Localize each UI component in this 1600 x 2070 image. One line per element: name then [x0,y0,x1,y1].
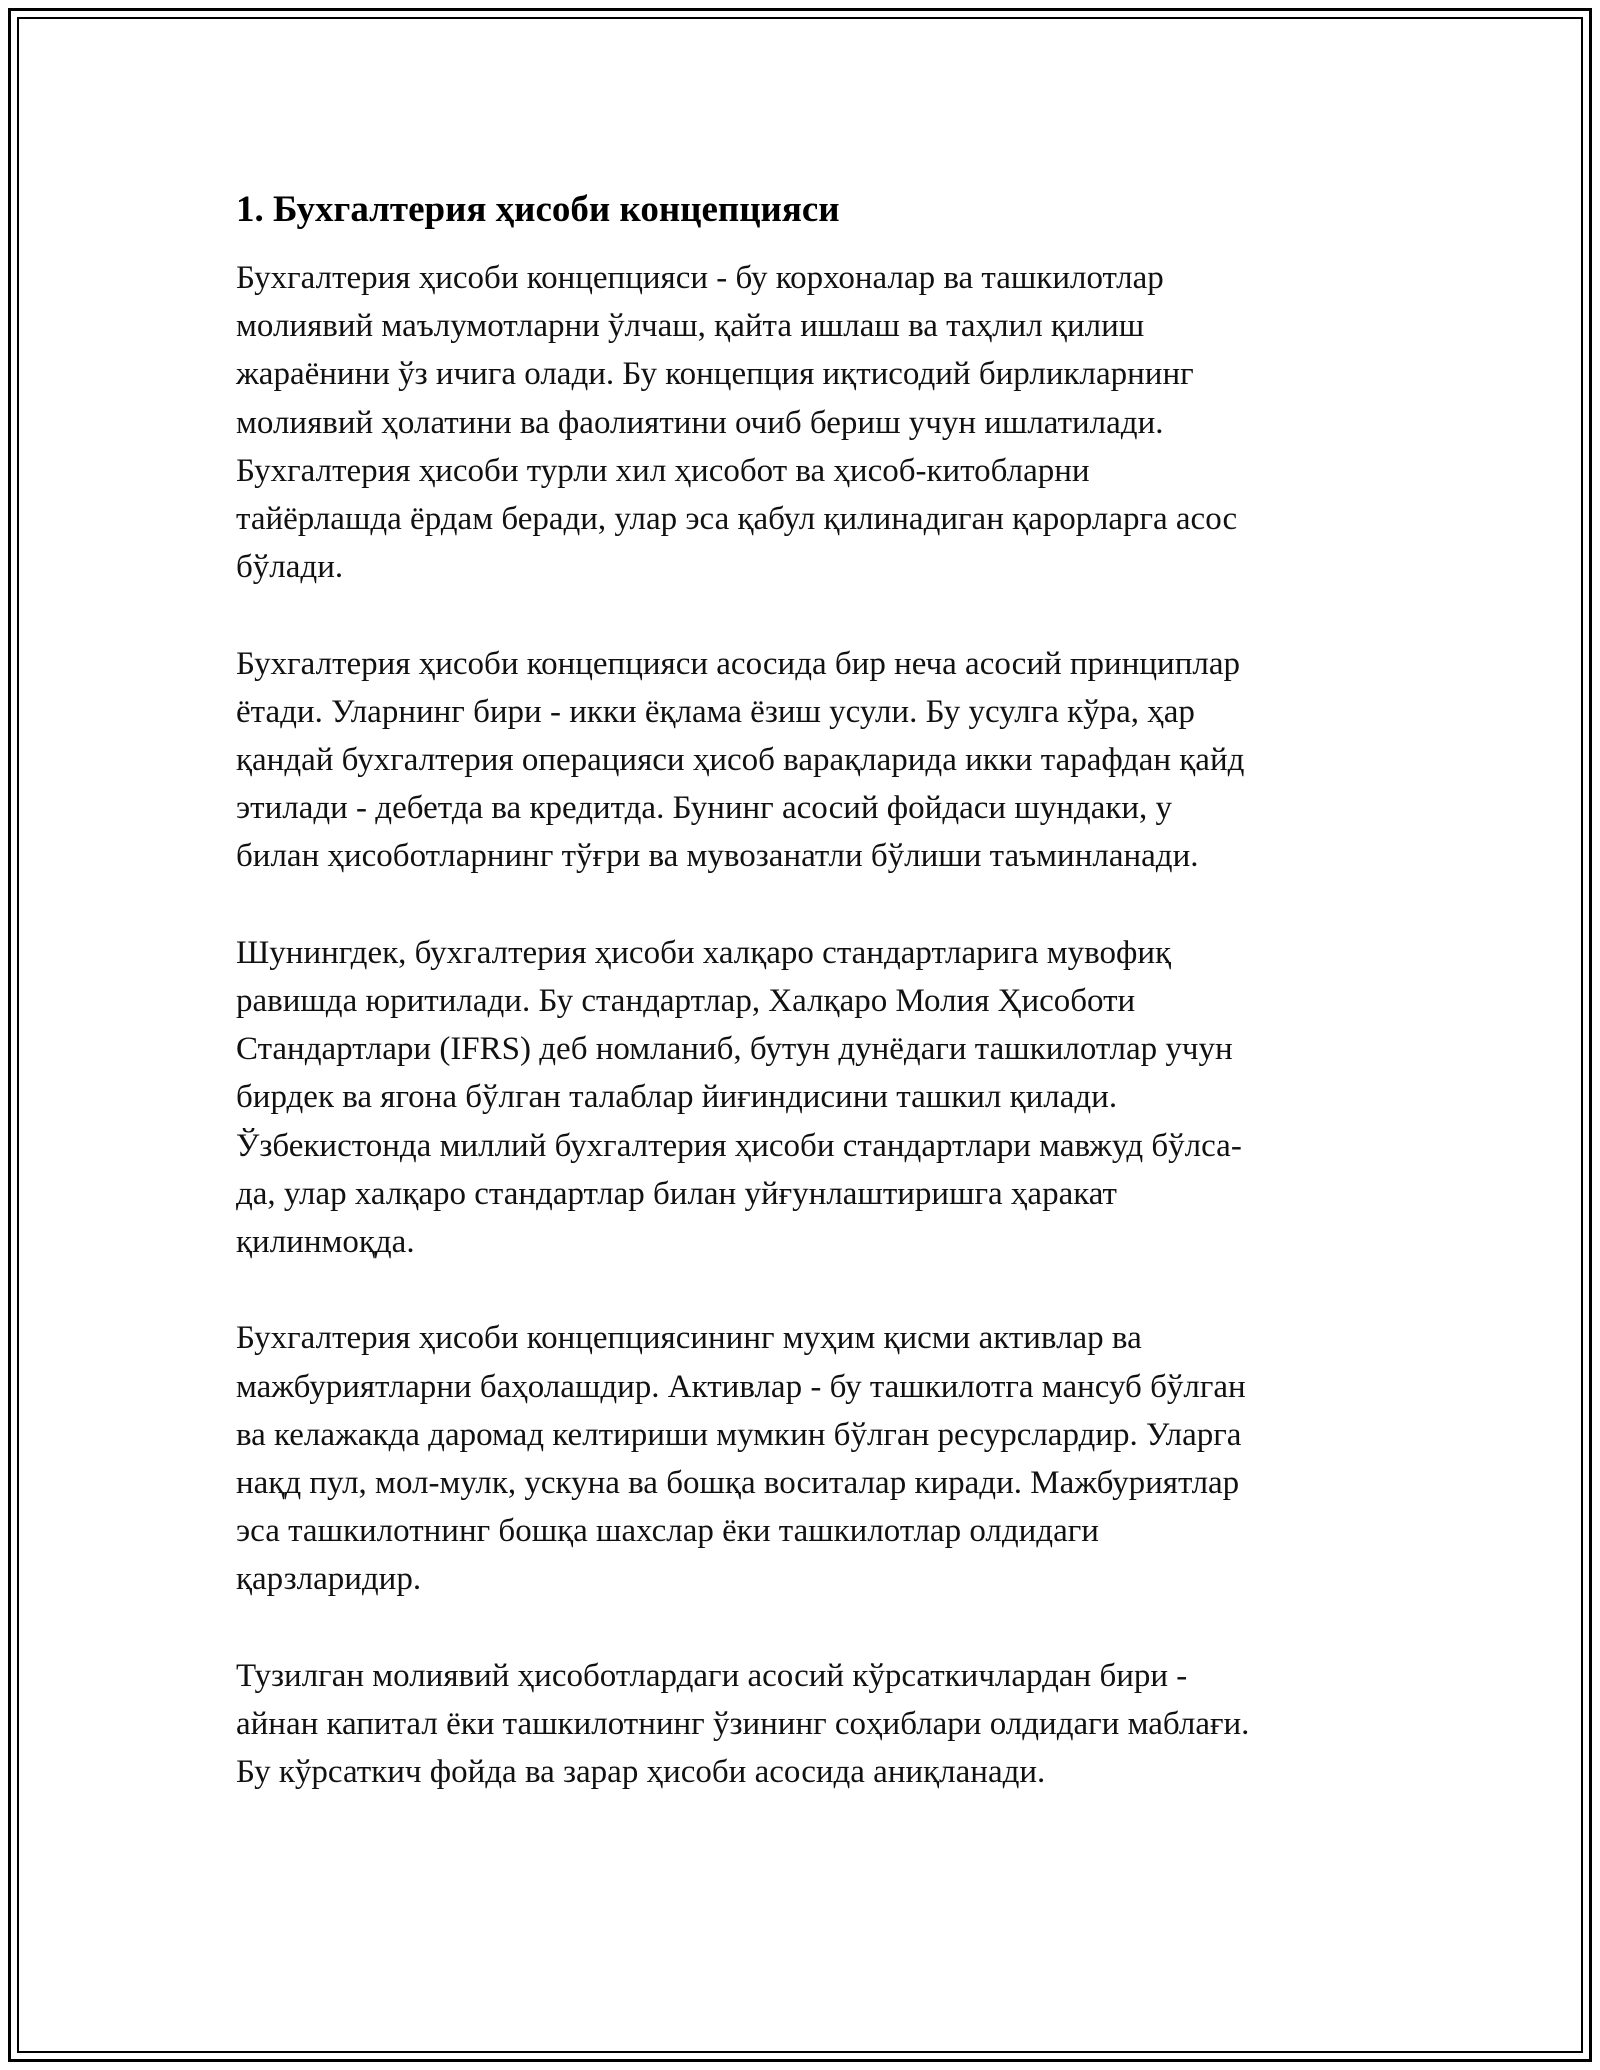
section-heading: 1. Бухгалтерия ҳисоби концепцияси [236,189,840,230]
paragraph-1: Бухгалтерия ҳисоби концепцияси - бу корхоналар ва ташкилотлар молиявий маълумотларни ўлчаш, қайта ишлаш ва таҳлил қилиш жараёнини ўз ичига олади. Бу концепция иқтисодий бирликларнинг молиявий ҳолатини ва фаолиятини очиб бериш учун ишлатилади. Бухгалтерия ҳисоби турли хил ҳисобот ва ҳисоб-китобларни тайёрлашда ёрдам беради, улар эса қабул қилинадиган қарорларга асос бўлади. [236,260,1238,586]
paragraph-5: Тузилган молиявий ҳисоботлардаги асосий кўрсаткичлардан бири - айнан капитал ёки ташкилотнинг ўзининг соҳиблари олдидаги маблағи. Бу кўрсаткич фойда ва зарар ҳисоби асосида аниқланади. [236,1657,1250,1791]
paragraph-2: Бухгалтерия ҳисоби концепцияси асосида бир неча асосий принциплар ётади. Уларнинг бири - икки ёқлама ёзиш усули. Бу усулга кўра, ҳар қандай бухгалтерия операцияси ҳисоб варақларида икки тарафдан қайд этилади - дебетда ва кредитда. Бунинг асосий фойдаси шундаки, у билан ҳисоботларнинг тўғри ва мувозанатли бўлиши таъминланади. [236,645,1245,875]
document-body [236,186,1378,1796]
paragraph-3: Шунингдек, бухгалтерия ҳисоби халқаро стандартларига мувофиқ равишда юритилади. Бу стандартлар, Халқаро Молия Ҳисоботи Стандартлари (IFRS) деб номланиб, бутун дунёдаги ташкилотлар учун бирдек ва ягона бўлган талаблар йиғиндисини ташкил қилади. Ўзбекистонда миллий бухгалтерия ҳисоби стандартлари мавжуд бўлса- да, улар халқаро стандартлар билан уйғунлаштиришга ҳаракат қилинмоқда. [236,934,1242,1261]
paragraph-4: Бухгалтерия ҳисоби концепциясининг муҳим қисми активлар ва мажбуриятларни баҳолашдир. Активлар - бу ташкилотга мансуб бўлган ва келажакда даромад келтириши мумкин бўлган ресурслардир. Уларга нақд пул, мол-мулк, ускуна ва бошқа воситалар киради. Мажбуриятлар эса ташкилотнинг бошқа шахслар ёки ташкилотлар олдидаги қарзларидир. [236,1320,1246,1598]
